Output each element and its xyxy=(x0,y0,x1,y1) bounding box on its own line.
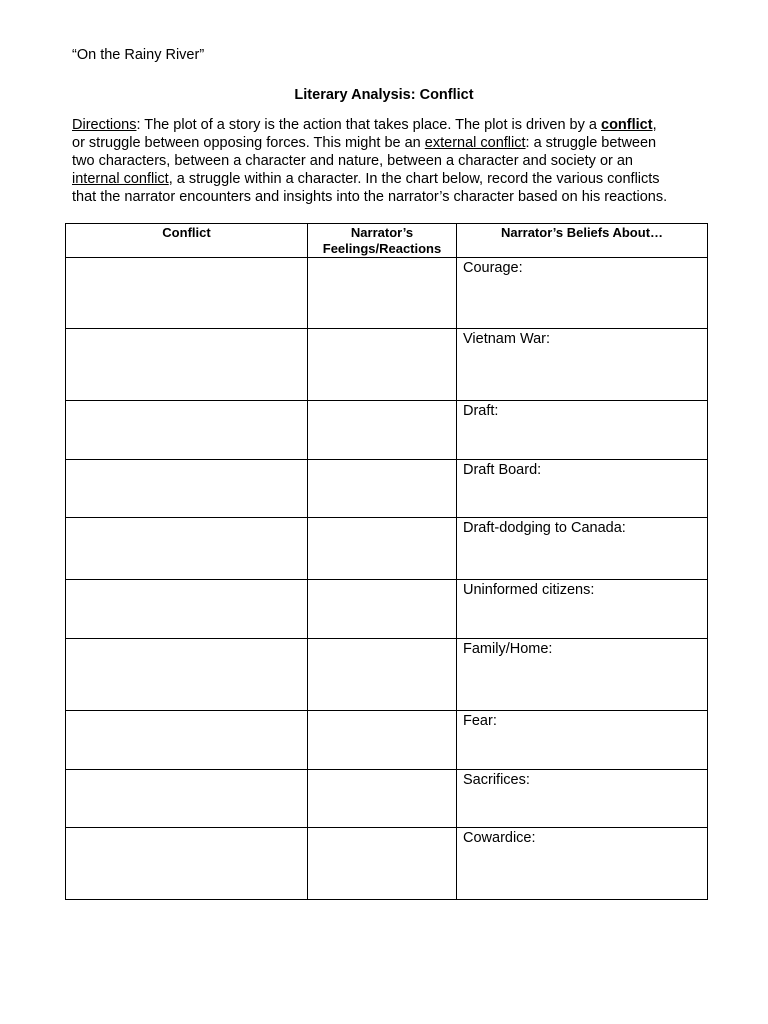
term-external-conflict: external conflict xyxy=(424,135,526,151)
conflict-table xyxy=(65,223,708,900)
conflict-cell[interactable] xyxy=(66,401,308,460)
conflict-cell[interactable] xyxy=(66,770,308,828)
belief-cell[interactable]: Sacrifices: xyxy=(457,770,708,828)
directions-line-2 xyxy=(72,134,702,152)
directions-text-4: , a struggle within a character. In the chart below, record the various conflicts xyxy=(168,171,660,187)
directions-text-2-end: : a struggle between xyxy=(525,135,657,151)
table-row xyxy=(66,329,708,401)
directions-line-1 xyxy=(72,116,702,134)
table-row xyxy=(66,828,708,900)
belief-cell[interactable]: Uninformed citizens: xyxy=(457,580,708,639)
feelings-cell[interactable] xyxy=(308,460,457,518)
conflict-cell[interactable] xyxy=(66,258,308,329)
directions-paragraph xyxy=(72,116,702,206)
header-feelings xyxy=(308,224,457,258)
table-row xyxy=(66,401,708,460)
feelings-cell[interactable] xyxy=(308,580,457,639)
belief-cell[interactable]: Fear: xyxy=(457,711,708,770)
conflict-cell[interactable] xyxy=(66,711,308,770)
table-row xyxy=(66,580,708,639)
belief-cell[interactable]: Vietnam War: xyxy=(457,329,708,401)
table-row xyxy=(66,639,708,711)
directions-line-5: that the narrator encounters and insights into the narrator’s character based on his reactions. xyxy=(72,189,668,205)
table-row xyxy=(66,518,708,580)
term-internal-conflict: internal conflict xyxy=(72,171,169,187)
story-title: “On the Rainy River” xyxy=(72,47,205,63)
directions-line-3: two characters, between a character and nature, between a character and society or an xyxy=(72,153,633,169)
header-beliefs: Narrator’s Beliefs About… xyxy=(457,224,708,258)
feelings-cell[interactable] xyxy=(308,711,457,770)
conflict-cell[interactable] xyxy=(66,580,308,639)
feelings-cell[interactable] xyxy=(308,401,457,460)
feelings-cell[interactable] xyxy=(308,770,457,828)
belief-cell[interactable]: Family/Home: xyxy=(457,639,708,711)
directions-text-1-end: , xyxy=(652,117,657,133)
conflict-cell[interactable] xyxy=(66,329,308,401)
directions-text-2: or struggle between opposing forces. This might be an xyxy=(72,135,425,151)
belief-cell[interactable]: Draft-dodging to Canada: xyxy=(457,518,708,580)
conflict-cell[interactable] xyxy=(66,460,308,518)
directions-line-4 xyxy=(72,170,702,188)
table-row xyxy=(66,258,708,329)
conflict-cell[interactable] xyxy=(66,639,308,711)
conflict-cell[interactable] xyxy=(66,828,308,900)
header-conflict: Conflict xyxy=(66,224,308,258)
feelings-cell[interactable] xyxy=(308,518,457,580)
header-feelings-line-1: Narrator’s xyxy=(350,225,414,240)
belief-cell[interactable]: Courage: xyxy=(457,258,708,329)
header-feelings-line-2: Feelings/Reactions xyxy=(322,241,442,256)
table-header-row xyxy=(66,224,708,258)
feelings-cell[interactable] xyxy=(308,828,457,900)
feelings-cell[interactable] xyxy=(308,639,457,711)
table-row xyxy=(66,460,708,518)
belief-cell[interactable]: Cowardice: xyxy=(457,828,708,900)
conflict-cell[interactable] xyxy=(66,518,308,580)
page-heading: Literary Analysis: Conflict xyxy=(294,87,474,103)
directions-label: Directions xyxy=(72,117,137,133)
belief-cell[interactable]: Draft: xyxy=(457,401,708,460)
table-row xyxy=(66,770,708,828)
feelings-cell[interactable] xyxy=(308,329,457,401)
table-row xyxy=(66,711,708,770)
directions-text-1: : The plot of a story is the action that takes place. The plot is driven by a xyxy=(136,117,601,133)
feelings-cell[interactable] xyxy=(308,258,457,329)
term-conflict: conflict xyxy=(601,117,653,133)
belief-cell[interactable]: Draft Board: xyxy=(457,460,708,518)
